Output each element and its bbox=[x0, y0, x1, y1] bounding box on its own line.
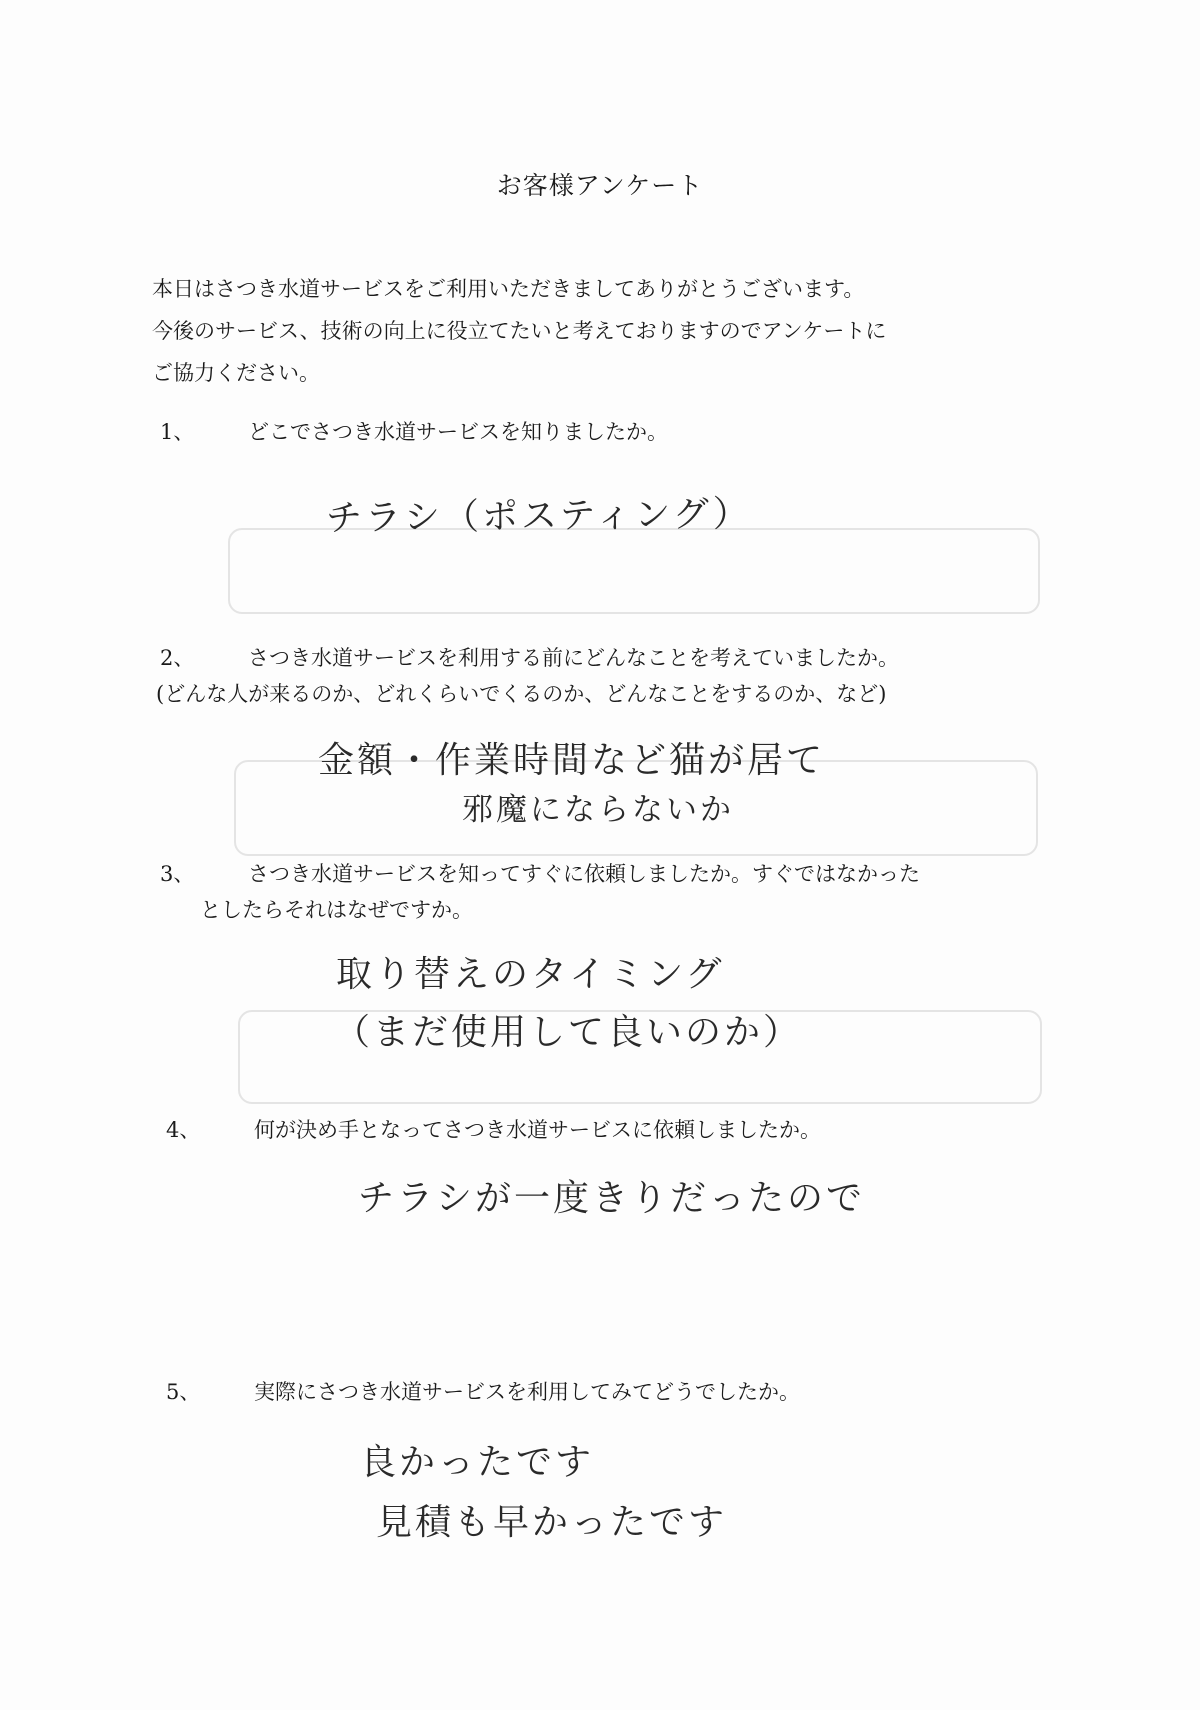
question-text: さつき水道サービスを利用する前にどんなことを考えていましたか。 bbox=[248, 646, 899, 670]
question-text: さつき水道サービスを知ってすぐに依頼しましたか。すぐではなかった bbox=[248, 862, 920, 886]
answer-5-line-1: 良かったです bbox=[360, 1442, 595, 1483]
question-number: 4、 bbox=[166, 1118, 201, 1142]
question-text: 実際にさつき水道サービスを利用してみてどうでしたか。 bbox=[254, 1380, 800, 1404]
answer-1-line-1: チラシ（ポスティング） bbox=[325, 493, 753, 540]
question-number: 2、 bbox=[160, 646, 195, 670]
question-1 bbox=[160, 412, 668, 452]
question-3-subtext: としたらそれはなぜですか。 bbox=[200, 898, 473, 922]
intro-text bbox=[152, 268, 1052, 394]
question-2-subtext: (どんな人が来るのか、どれくらいでくるのか、どんなことをするのか、など) bbox=[156, 682, 887, 706]
question-text: どこでさつき水道サービスを知りましたか。 bbox=[248, 420, 668, 444]
answer-3-line-2: （まだ使用して良いのか） bbox=[334, 1012, 803, 1053]
answer-4-line-1: チラシが一度きりだったので bbox=[358, 1178, 866, 1219]
survey-title: お客様アンケート bbox=[496, 171, 704, 200]
question-4 bbox=[166, 1110, 821, 1150]
question-3 bbox=[160, 854, 920, 894]
question-2 bbox=[160, 638, 899, 678]
question-number: 1、 bbox=[160, 420, 195, 444]
answer-5-line-2: 見積も早かったです bbox=[376, 1502, 728, 1543]
question-number: 3、 bbox=[160, 862, 195, 886]
answer-2-line-1: 金額・作業時間など猫が居て bbox=[318, 740, 826, 781]
intro-line: 本日はさつき水道サービスをご利用いただきましてありがとうございます。 bbox=[152, 277, 865, 301]
question-number: 5、 bbox=[166, 1380, 201, 1404]
question-text: 何が決め手となってさつき水道サービスに依頼しましたか。 bbox=[254, 1118, 821, 1142]
intro-line: ご協力ください。 bbox=[152, 361, 320, 385]
intro-line: 今後のサービス、技術の向上に役立てたいと考えておりますのでアンケートに bbox=[152, 319, 887, 343]
answer-2-line-2: 邪魔にならないか bbox=[462, 792, 734, 828]
answer-3-line-1: 取り替えのタイミング bbox=[336, 954, 725, 995]
question-5 bbox=[166, 1372, 800, 1412]
